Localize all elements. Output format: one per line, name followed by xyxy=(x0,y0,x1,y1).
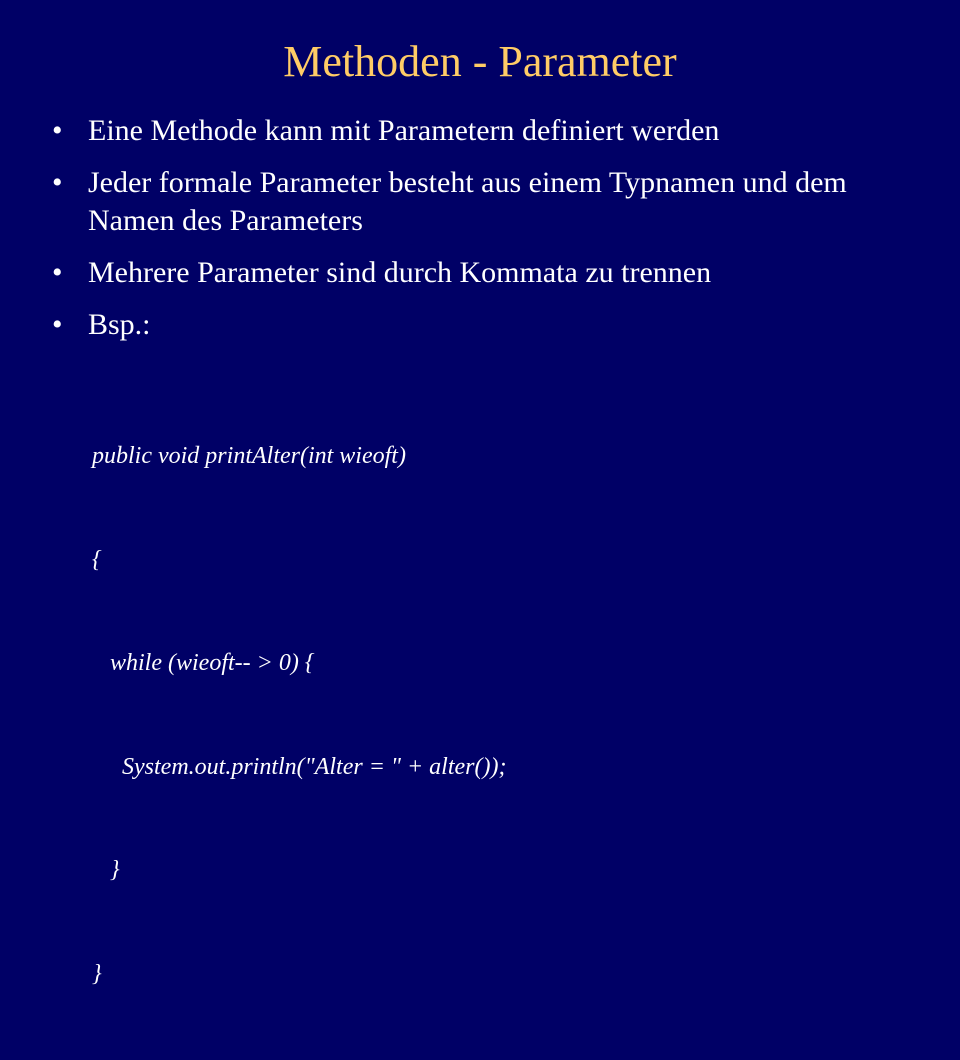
bullet-list xyxy=(50,112,910,358)
code-line: } xyxy=(92,857,120,883)
code-example xyxy=(92,370,506,1060)
bullet-item xyxy=(50,306,910,344)
bullet-icon: • xyxy=(52,166,63,199)
code-line: public void printAlter(int wieoft) xyxy=(92,443,406,469)
bullet-icon: • xyxy=(52,308,63,341)
bullet-item xyxy=(50,112,910,150)
code-line: while (wieoft-- > 0) { xyxy=(92,650,315,676)
code-line: { xyxy=(92,546,102,573)
code-line: } xyxy=(92,960,102,987)
bullet-icon: • xyxy=(52,256,63,289)
bullet-text: Jeder formale Parameter besteht aus einem Typnamen und dem Namen des Parameters xyxy=(88,166,847,237)
bullet-text: Mehrere Parameter sind durch Kommata zu trennen xyxy=(88,256,712,289)
bullet-icon: • xyxy=(52,114,63,147)
bullet-item xyxy=(50,254,910,292)
code-line: System.out.println("Alter = " + alter()); xyxy=(92,753,507,780)
bullet-item xyxy=(50,164,910,240)
slide-title: Methoden - Parameter xyxy=(283,37,677,86)
bullet-text: Eine Methode kann mit Parametern definiert werden xyxy=(88,114,720,147)
bullet-text: Bsp.: xyxy=(88,308,151,341)
